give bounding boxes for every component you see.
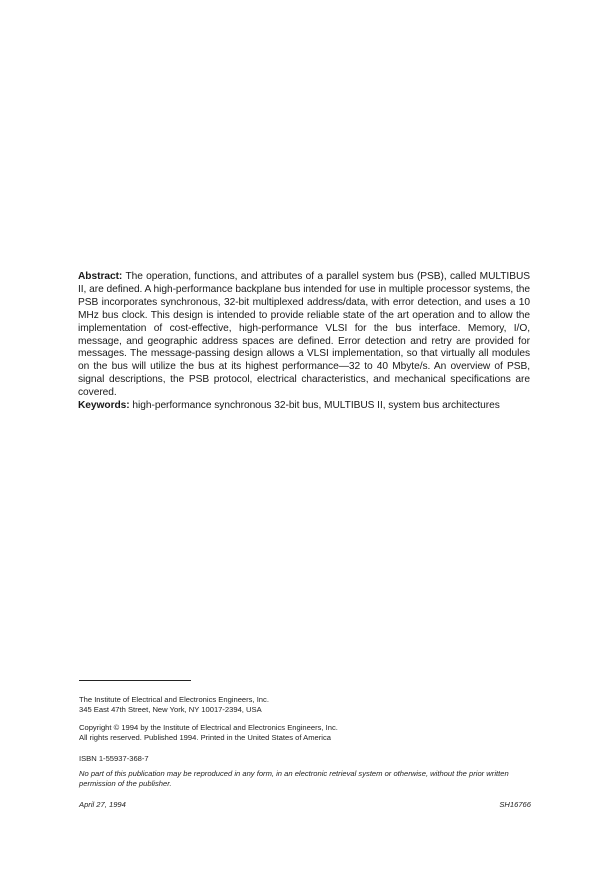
- notice-text: No part of this publication may be reproduced in any form, in an electronic retrieval system or otherwise, without the prior written permission of the publisher.: [79, 769, 509, 788]
- document-number: SH16766: [499, 800, 531, 809]
- abstract-paragraph: [78, 271, 530, 400]
- copyright-info: [79, 723, 534, 742]
- keywords-paragraph: [78, 400, 530, 413]
- isbn-info: [79, 754, 534, 764]
- abstract-text: The operation, functions, and attributes of a parallel system bus (PSB), called MULTIBUS II, are defined. A high-performance backplane bus intended for use in multiple processor systems, the PSB incorporates synchronous, 32-bit multiplexed address/data, with error detection, and uses a 10 MHz bus clock. This design is intended to provide reliable state of the art operation and to allow the implementation of cost-effective, high-performance VLSI for the bus interface. Memory, I/O, message, and geographic address spaces are defined. Error detection and retry are provided for messages. The message-passing design allows a VLSI implementation, so that virtually all modules on the bus will utilize the bus at its highest performance—32 to 40 Mbyte/s. An overview of PSB, signal descriptions, the PSB protocol, electrical characteristics, and mechanical specifications are covered.: [78, 271, 530, 399]
- date-text: April 27, 1994: [79, 800, 126, 809]
- publication-date: [79, 800, 534, 810]
- isbn-number: ISBN 1-55937-368-7: [79, 754, 149, 763]
- copyright-line: Copyright © 1994 by the Institute of Electrical and Electronics Engineers, Inc.: [79, 723, 338, 732]
- keywords-label: Keywords:: [78, 400, 130, 412]
- keywords-text: high-performance synchronous 32-bit bus, MULTIBUS II, system bus architectures: [132, 400, 500, 412]
- footnote-divider: [79, 680, 191, 681]
- publisher-address: 345 East 47th Street, New York, NY 10017-2394, USA: [79, 704, 262, 714]
- publisher-info: [79, 695, 534, 714]
- abstract-section: [78, 271, 530, 413]
- rights-line: All rights reserved. Published 1994. Printed in the United States of America: [79, 732, 331, 742]
- reproduction-notice: [79, 769, 534, 788]
- abstract-label: Abstract:: [78, 271, 123, 282]
- publisher-name: The Institute of Electrical and Electronics Engineers, Inc.: [79, 695, 269, 704]
